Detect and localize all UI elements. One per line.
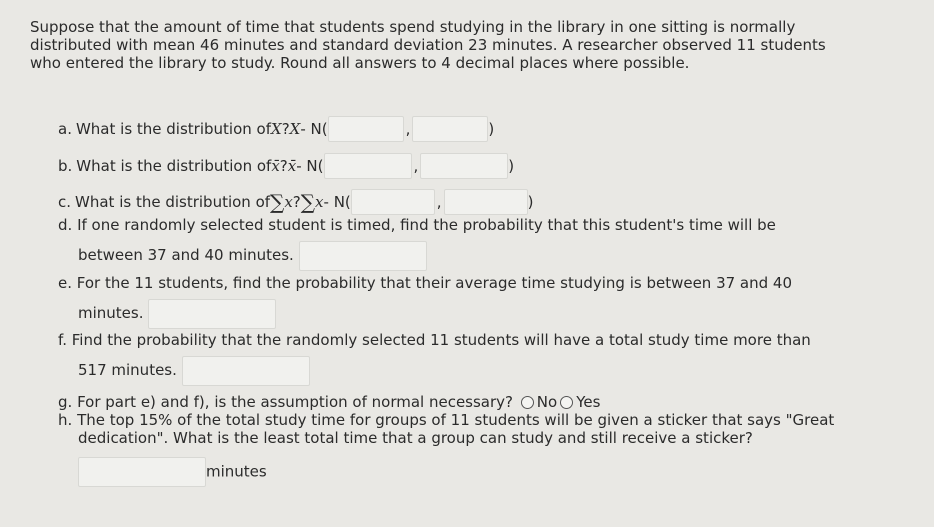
question-mark: ? [292,193,301,211]
question-letter: g. [58,393,73,411]
option-no-label: No [536,393,558,411]
comma: , [405,120,411,138]
question-text-line2: minutes. [78,304,144,322]
question-text-line1: Find the probability that the randomly selected 11 students will have a total study time more than [71,331,811,349]
sigma-symbol: ∑ [270,190,285,214]
question-letter: b. [58,157,73,175]
problem-intro: Suppose that the amount of time that students spend studying in the library in one sitting is normally distributed with mean 46 minutes and standard deviation 23 minutes. A researcher observed 11 students who entered the library to study. Round all answers to 4 decimal places where possible. [30,18,826,72]
question-letter: h. [58,411,73,429]
math-variable: X [271,120,282,138]
comma: , [413,157,419,175]
sd-input-b[interactable] [420,153,508,179]
close-paren: ) [488,120,495,138]
mean-input-c[interactable] [351,189,435,215]
unit-label: minutes [206,462,267,481]
answer-input-f[interactable] [182,356,310,386]
question-letter: f. [58,331,67,349]
question-a [58,116,494,142]
normal-notation: - N( [323,193,351,211]
answer-input-d[interactable] [299,241,427,271]
radio-no[interactable] [521,396,534,409]
answer-input-e[interactable] [148,299,276,329]
question-text-line1: If one randomly selected student is timed, find the probability that this student's time will be [77,216,776,234]
question-h [58,411,858,487]
mean-input-a[interactable] [328,116,404,142]
question-letter: c. [58,193,72,211]
question-letter: e. [58,274,72,292]
question-f [58,331,858,386]
sd-input-a[interactable] [412,116,488,142]
question-letter: d. [58,216,73,234]
question-text-line2: 517 minutes. [78,361,177,379]
comma: , [436,193,442,211]
close-paren: ) [527,193,534,211]
question-mark: ? [279,157,288,175]
math-variable: x [315,193,324,211]
radio-yes[interactable] [560,396,573,409]
question-text: For part e) and f), is the assumption of normal necessary? [77,393,514,411]
question-text-line1: For the 11 students, find the probability that their average time studying is between 37 and 40 [76,274,793,292]
math-variable: x̄ [287,157,297,175]
question-text: What is the distribution of [75,120,271,138]
question-d [58,216,858,271]
question-mark: ? [281,120,290,138]
normal-notation: - N( [300,120,328,138]
question-g [58,393,858,411]
question-b [58,153,514,179]
option-yes-label: Yes [576,393,601,411]
answer-input-h[interactable] [78,457,206,487]
math-variable: x [284,193,293,211]
question-text: What is the distribution of [76,157,272,175]
question-text: What is the distribution of [75,193,271,211]
sigma-symbol: ∑ [300,190,316,214]
normal-notation: - N( [296,157,324,175]
question-text-line2: dedication". What is the least total time that a group can study and still receive a sticker? [78,429,753,447]
question-letter: a. [58,120,72,138]
question-c [58,189,533,215]
mean-input-b[interactable] [324,153,412,179]
math-variable: X [289,120,301,138]
math-variable: x̄ [271,157,280,175]
question-text-line1: The top 15% of the total study time for groups of 11 students will be given a sticker that says "Great [77,411,835,429]
sd-input-c[interactable] [444,189,528,215]
close-paren: ) [508,157,515,175]
question-e [58,274,858,329]
question-text-line2: between 37 and 40 minutes. [78,246,294,264]
